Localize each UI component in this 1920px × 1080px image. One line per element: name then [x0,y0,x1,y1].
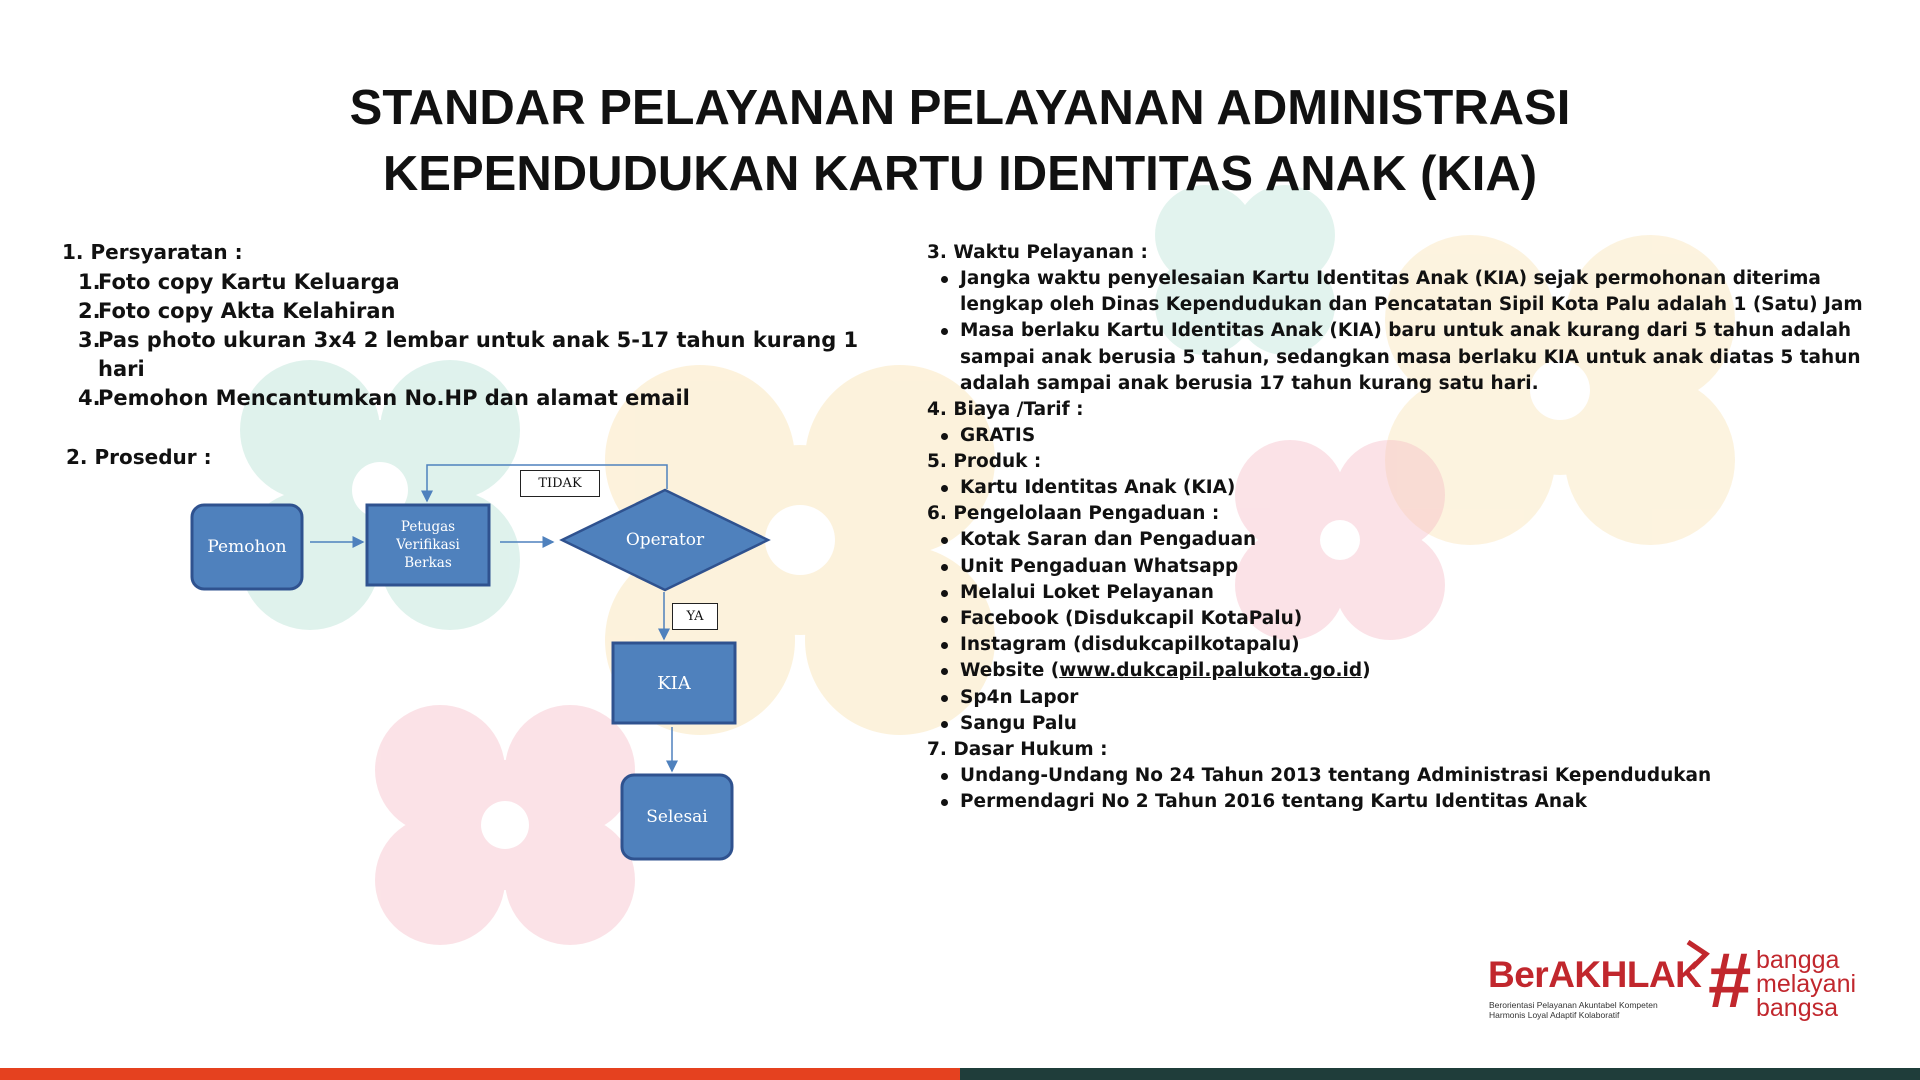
list-item: 3. Pas photo ukuran 3x4 2 lembar untuk anak 5-17 tahun kurang 1 hari [78,328,859,381]
website-item: Website (www.dukcapil.palukota.go.id) [927,658,1867,684]
pemohon-label: Pemohon [207,537,287,557]
persyaratan-heading: 1. Persyaratan : [62,240,243,264]
kia-label: KIA [657,672,691,694]
selesai-label: Selesai [646,807,708,827]
bottom-bar-orange [0,1068,960,1080]
produk-heading: 5. Produk : [927,451,1042,473]
bottom-bar-teal [960,1068,1920,1080]
pengaduan-heading: 6. Pengelolaan Pengaduan : [927,503,1220,525]
logo-tagline: Berorientasi Pelayanan Akuntabel Kompeten Harmonis Loyal Adaptif Kolaboratif [1489,1000,1658,1020]
logo-brand: BerAKHLAK [1488,954,1702,995]
list-item: 4. Pemohon Mencantumkan No.HP dan alamat email [78,386,690,410]
biaya-heading: 4. Biaya /Tarif : [927,399,1084,421]
list-item: Unit Pengaduan Whatsapp [927,554,1867,580]
title-line-1: STANDAR PELAYANAN PELAYANAN ADMINISTRASI [349,81,1571,135]
waktu-list [927,266,1867,397]
produk-list [927,475,1867,501]
list-item: Sp4n Lapor [927,685,1867,711]
list-item: Undang-Undang No 24 Tahun 2013 tentang Administrasi Kependudukan [927,763,1867,789]
list-item: Facebook (Disdukcapil KotaPalu) [927,606,1867,632]
list-item: Sangu Palu [927,711,1867,737]
list-item: Kotak Saran dan Pengaduan [927,527,1867,553]
operator-label: Operator [625,530,705,550]
tidak-tag: TIDAK [520,470,600,497]
petugas-label: Petugas Verifikasi Berkas [396,519,460,571]
prosedur-heading: 2. Prosedur : [66,445,212,469]
page-title [0,75,1920,207]
pengaduan-list [927,527,1867,737]
dasar-hukum-heading: 7. Dasar Hukum : [927,739,1108,761]
ya-tag: YA [672,603,718,630]
website-link[interactable]: www.dukcapil.palukota.go.id [1059,660,1363,682]
list-item: Instagram (disdukcapilkotapalu) [927,632,1867,658]
left-column [62,238,892,471]
title-line-2: KEPENDUDUKAN KARTU IDENTITAS ANAK (KIA) [382,147,1538,201]
logo-slogan: bangga melayani bangsa [1756,946,1857,1022]
biaya-list [927,423,1867,449]
list-item: 2. Foto copy Akta Kelahiran [78,299,396,323]
persyaratan-list [62,268,892,413]
hash-icon: # [1708,936,1752,1024]
list-item: Kartu Identitas Anak (KIA) [927,475,1867,501]
list-item: Jangka waktu penyelesaian Kartu Identitas Anak (KIA) sejak permohonan diterima lengkap oleh Dinas Kependudukan dan Pencatatan Sipil Kota Palu adalah 1 (Satu) Jam [927,266,1867,318]
list-item: GRATIS [927,423,1867,449]
list-item: Melalui Loket Pelayanan [927,580,1867,606]
list-item: 1. Foto copy Kartu Keluarga [78,270,400,294]
waktu-heading: 3. Waktu Pelayanan : [927,242,1148,263]
list-item: Permendagri No 2 Tahun 2016 tentang Kartu Identitas Anak [927,789,1867,815]
berakhlak-logo [1488,936,1898,1030]
right-column [927,240,1867,815]
dasar-hukum-list [927,763,1867,815]
list-item: Masa berlaku Kartu Identitas Anak (KIA) baru untuk anak kurang dari 5 tahun adalah sampai anak berusia 5 tahun, sedangkan masa berlaku KIA untuk anak diatas 5 tahun adalah sampai anak berusia 17 tahun kurang satu hari. [927,318,1867,397]
prosedur-flowchart [180,455,800,875]
